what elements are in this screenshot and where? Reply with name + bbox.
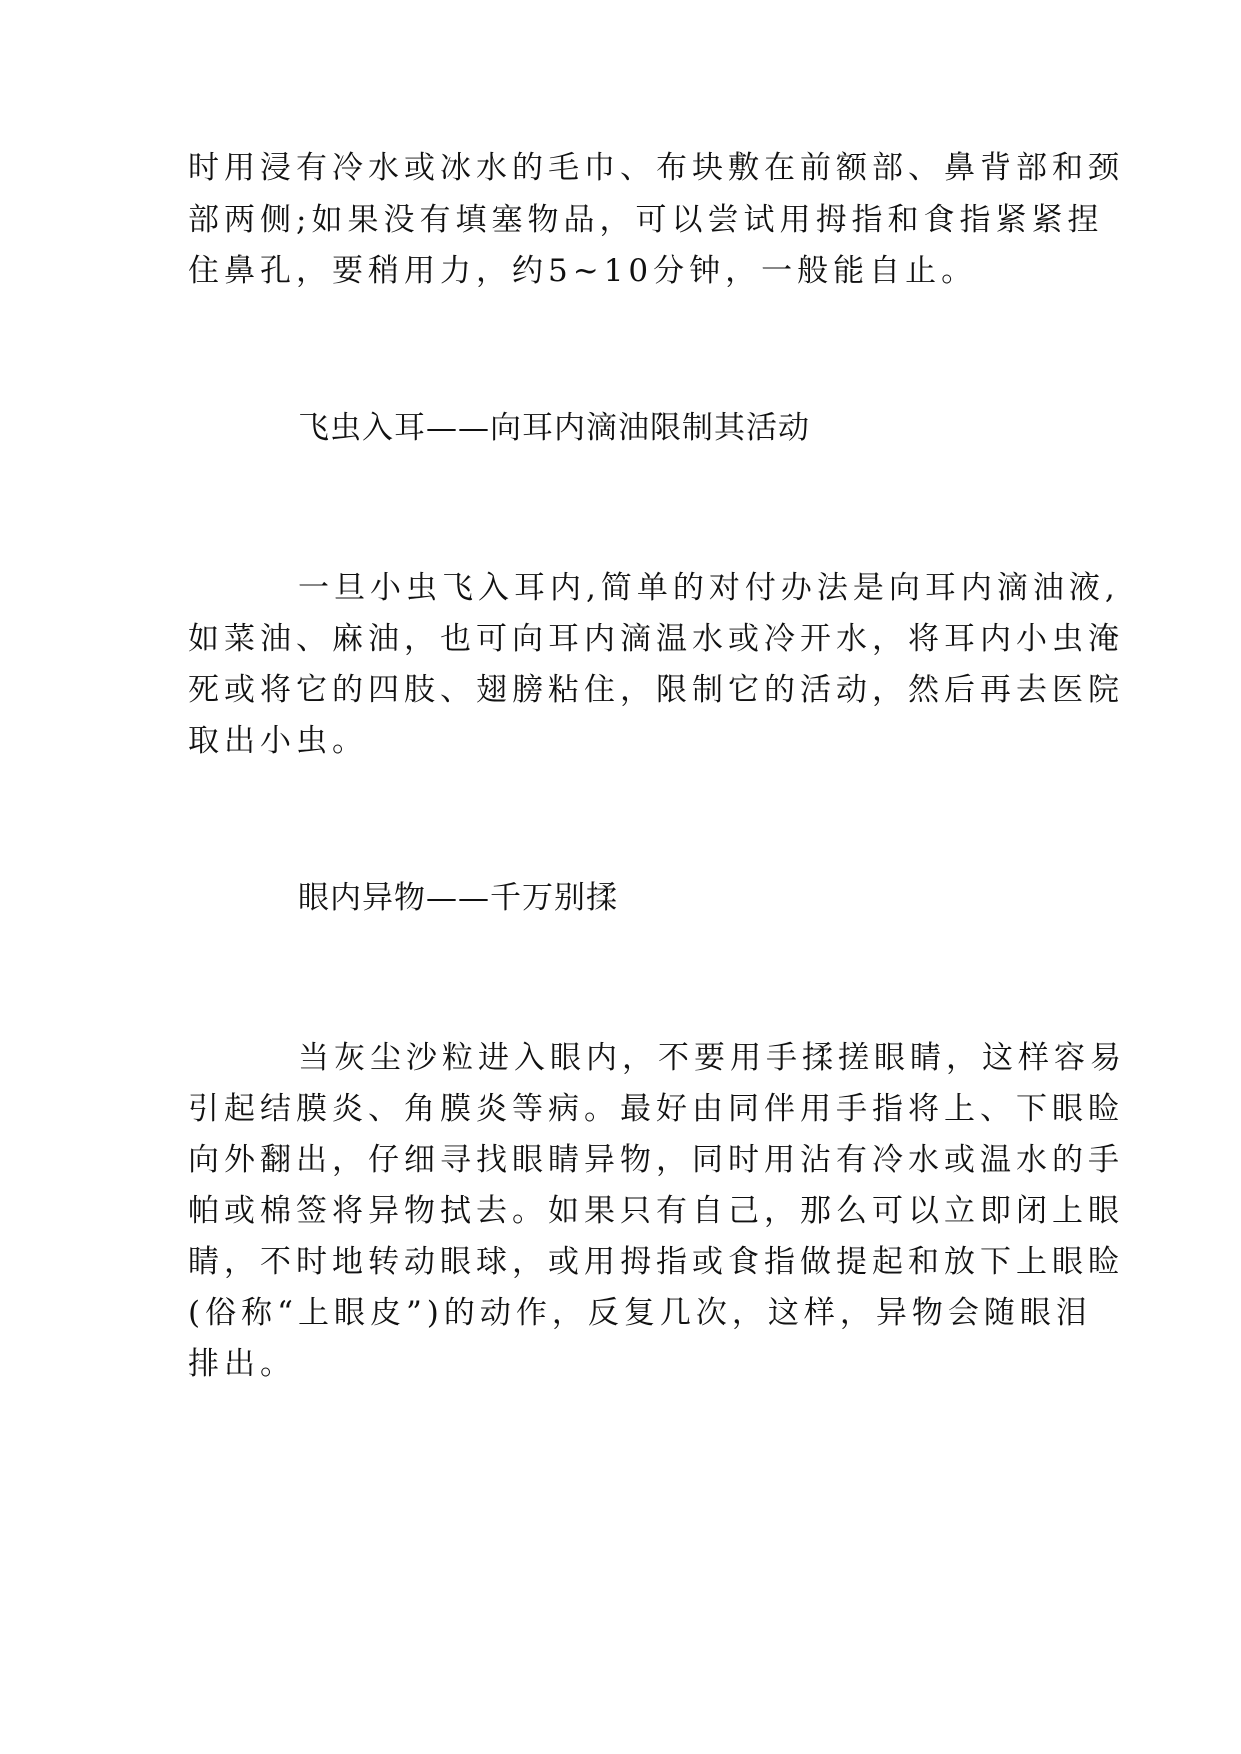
paragraph-3-line-7: 排出。 [188,1346,296,1382]
paragraph-2-line-4: 取出小虫。 [188,723,368,759]
paragraph-3-line-4: 帕或棉签将异物拭去。如果只有自己，那么可以立即闭上眼 [188,1193,1124,1229]
paragraph-3-line-6: (俗称“上眼皮”)的动作，反复几次，这样，异物会随眼泪 [188,1295,1092,1331]
paragraph-3-line-3: 向外翻出，仔细寻找眼睛异物，同时用沾有冷水或温水的手 [188,1142,1124,1178]
section-heading-ear: 飞虫入耳——向耳内滴油限制其活动 [298,410,810,446]
paragraph-3-line-1: 当灰尘沙粒进入眼内，不要用手揉搓眼睛，这样容易 [298,1040,1126,1076]
paragraph-2-line-1: 一旦小虫飞入耳内,简单的对付办法是向耳内滴油液, [298,570,1120,606]
paragraph-3-line-5: 睛，不时地转动眼球，或用拇指或食指做提起和放下上眼睑 [188,1244,1124,1280]
paragraph-1-line-1: 时用浸有冷水或冰水的毛巾、布块敷在前额部、鼻背部和颈 [188,150,1124,186]
paragraph-1-line-3: 住鼻孔，要稍用力，约5~10分钟，一般能自止。 [188,253,978,289]
paragraph-3-line-2: 引起结膜炎、角膜炎等病。最好由同伴用手指将上、下眼睑 [188,1091,1124,1127]
paragraph-2-line-2: 如菜油、麻油，也可向耳内滴温水或冷开水，将耳内小虫淹 [188,621,1124,657]
section-heading-eye: 眼内异物——千万别揉 [298,880,618,916]
paragraph-1-line-2: 部两侧;如果没有填塞物品，可以尝试用拇指和食指紧紧捏 [188,202,1104,238]
paragraph-2-line-3: 死或将它的四肢、翅膀粘住，限制它的活动，然后再去医院 [188,672,1124,708]
